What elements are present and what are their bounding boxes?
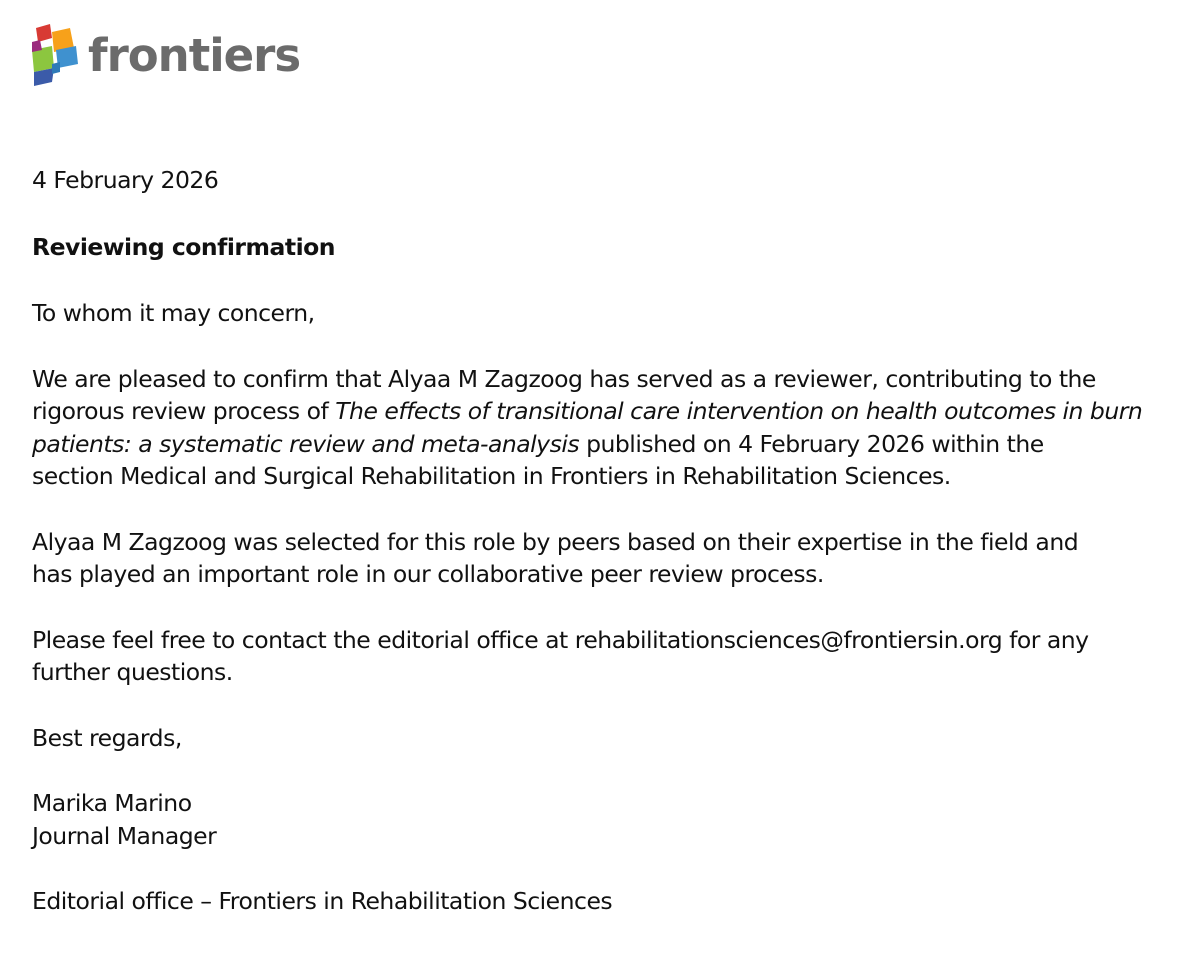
paragraph-line: has played an important role in our collaborative peer review process. bbox=[32, 560, 824, 588]
paragraph-line: further questions. bbox=[32, 658, 233, 686]
signature-block bbox=[32, 787, 1172, 852]
confirmation-letter bbox=[32, 164, 1172, 951]
salutation: To whom it may concern, bbox=[32, 299, 315, 327]
letter-date: 4 February 2026 bbox=[32, 166, 219, 194]
paragraph-contact bbox=[32, 624, 1172, 689]
closing: Best regards, bbox=[32, 723, 182, 752]
frontiers-logo bbox=[30, 24, 300, 86]
paragraph-line: Alyaa M Zagzoog was selected for this role by peers based on their expertise in the field and bbox=[32, 527, 1079, 556]
paragraph-selection bbox=[32, 526, 1172, 591]
signer-role: Journal Manager bbox=[32, 821, 217, 850]
editorial-office: Editorial office – Frontiers in Rehabilitation Sciences bbox=[32, 887, 613, 915]
signer-name: Marika Marino bbox=[32, 789, 192, 817]
paragraph-line bbox=[32, 428, 1172, 461]
article-title-part-1: The effects of transitional care intervention on health outcomes in burn bbox=[335, 397, 1143, 425]
paragraph-text: rigorous review process of bbox=[32, 397, 336, 425]
frontiers-wordmark: frontiers bbox=[88, 28, 301, 82]
paragraph-line: We are pleased to confirm that Alyaa M Zagzoog has served as a reviewer, contributing to the bbox=[32, 364, 1096, 393]
letter-heading: Reviewing confirmation bbox=[32, 232, 336, 261]
paragraph-line: Please feel free to contact the editorial office at rehabilitationsciences@frontiersin.org for any bbox=[32, 625, 1089, 654]
frontiers-cube-logo-icon bbox=[30, 24, 80, 86]
paragraph-line: section Medical and Surgical Rehabilitation in Frontiers in Rehabilitation Sciences. bbox=[32, 462, 951, 490]
paragraph-line bbox=[32, 395, 1172, 428]
paragraph-confirmation bbox=[32, 363, 1172, 493]
article-title-part-2: patients: a systematic review and meta-analysis bbox=[32, 429, 580, 458]
paragraph-text: published on 4 February 2026 within the bbox=[579, 429, 1044, 458]
